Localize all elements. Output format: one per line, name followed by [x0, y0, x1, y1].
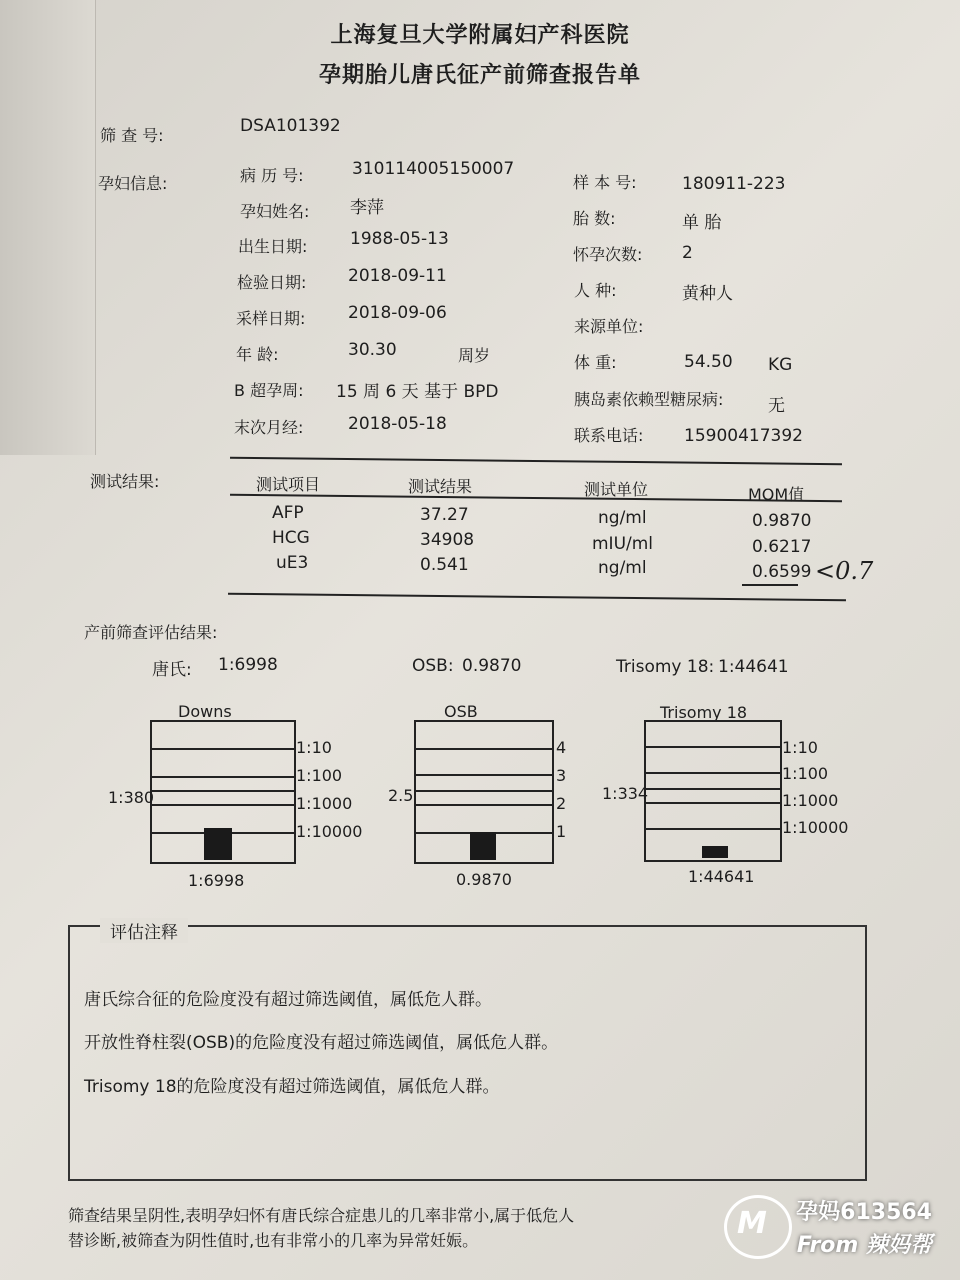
handwritten-note: <0.7	[815, 557, 874, 585]
test-date-label: 检验日期:	[237, 273, 307, 292]
osb-gridline-3	[416, 774, 552, 776]
pregnancy-count-label: 怀孕次数:	[573, 245, 643, 264]
screening-label: 筛 查 号:	[100, 126, 164, 145]
t18-chart	[644, 720, 782, 862]
t18-gridline-100	[646, 772, 780, 774]
table-row-ue3-unit: ng/ml	[598, 558, 647, 578]
osb-tick-3: 3	[556, 766, 567, 785]
table-row-ue3-result: 0.541	[420, 555, 469, 575]
downs-tick-3: 1:1000	[296, 794, 353, 813]
name-label: 孕妇姓名:	[240, 202, 310, 221]
osb-chart	[414, 720, 554, 864]
t18-tick-2: 1:100	[782, 764, 829, 783]
downs-chart	[150, 720, 296, 864]
fetus-count-label: 胎 数:	[573, 209, 616, 228]
note-t18: Trisomy 18的危险度没有超过筛选阈值，属低危人群。	[84, 1077, 500, 1097]
downs-tick-4: 1:10000	[296, 822, 363, 841]
age-label: 年 龄:	[236, 345, 279, 364]
osb-cutoff-line	[416, 790, 552, 792]
t18-risk-bar	[702, 846, 728, 858]
hospital-name: 上海复旦大学附属妇产科医院	[330, 23, 630, 48]
footer-line-1: 筛查结果呈阴性,表明孕妇怀有唐氏综合症患儿的几率非常小,属于低危人	[68, 1206, 575, 1225]
phone-value: 15900417392	[684, 426, 803, 446]
osb-value-label: 0.9870	[456, 870, 512, 889]
col-header-result: 测试结果	[408, 477, 473, 496]
phone-label: 联系电话:	[574, 426, 644, 445]
osb-tick-4: 4	[556, 738, 567, 757]
col-header-unit: 测试单位	[584, 480, 649, 499]
t18-cutoff-line	[646, 788, 780, 790]
osb-chart-title: OSB	[444, 702, 478, 721]
t18-gridline-10	[646, 746, 780, 748]
report-title: 孕期胎儿唐氏征产前筛查报告单	[318, 63, 641, 88]
record-number-value: 310114005150007	[352, 159, 515, 179]
weight-label: 体 重:	[574, 353, 617, 372]
ultrasound-week-label: B 超孕周:	[234, 381, 304, 400]
source-unit-label: 来源单位:	[574, 317, 644, 336]
screening-number: DSA101392	[240, 116, 341, 136]
assessment-section-label: 产前筛查评估结果:	[84, 623, 218, 642]
downs-gridline-100	[152, 776, 294, 778]
sample-number-value: 180911-223	[682, 174, 786, 194]
osb-gridline-4	[416, 748, 552, 750]
osb-label: OSB:	[412, 656, 454, 676]
t18-tick-3: 1:1000	[782, 791, 839, 810]
table-bottom-rule	[228, 593, 846, 601]
osb-cutoff-label: 2.5	[388, 786, 414, 805]
lmp-label: 末次月经:	[234, 418, 304, 437]
handwritten-underline	[742, 584, 798, 586]
t18-cutoff-label: 1:334	[602, 784, 649, 803]
col-header-mom: MOM值	[748, 485, 805, 504]
sample-number-label: 样 本 号:	[573, 173, 637, 192]
table-row-hcg-item: HCG	[272, 528, 310, 548]
ethnicity-value: 黄种人	[682, 284, 733, 304]
osb-value: 0.9870	[462, 656, 522, 676]
watermark-id: 孕妈613564	[796, 1200, 932, 1225]
diabetes-label: 胰岛素依赖型糖尿病:	[574, 390, 724, 409]
results-section-label: 测试结果:	[90, 472, 160, 491]
birth-date-value: 1988-05-13	[350, 229, 449, 249]
assessment-notes-box	[68, 925, 867, 1181]
osb-tick-2: 2	[556, 794, 567, 813]
downs-cutoff-line	[152, 790, 294, 792]
diabetes-value: 无	[768, 396, 785, 416]
table-row-ue3-mom: 0.6599	[752, 562, 812, 582]
birth-date-label: 出生日期:	[238, 237, 308, 256]
downs-tick-2: 1:100	[296, 766, 343, 785]
record-number-label: 病 历 号:	[240, 166, 304, 185]
t18-gridline-1000	[646, 802, 780, 804]
downs-gridline-1000	[152, 804, 294, 806]
lmp-value: 2018-05-18	[348, 414, 447, 434]
t18-label: Trisomy 18:	[616, 657, 715, 677]
downs-risk-value: 1:6998	[218, 655, 278, 675]
t18-chart-title: Trisomy 18	[660, 703, 748, 722]
test-date-value: 2018-09-11	[348, 266, 447, 286]
t18-risk-value: 1:44641	[718, 657, 789, 677]
age-unit: 周岁	[458, 346, 491, 365]
t18-tick-1: 1:10	[782, 738, 818, 757]
patient-section-label: 孕妇信息:	[98, 174, 168, 193]
downs-gridline-10	[152, 748, 294, 750]
table-top-rule	[230, 457, 842, 465]
ethnicity-label: 人 种:	[574, 281, 617, 300]
table-row-hcg-unit: mIU/ml	[592, 534, 654, 554]
table-row-afp-result: 37.27	[420, 505, 469, 525]
ultrasound-week-value: 15 周 6 天 基于 BPD	[336, 382, 499, 402]
downs-cutoff-label: 1:380	[108, 788, 155, 807]
weight-unit: KG	[768, 355, 793, 375]
t18-tick-4: 1:10000	[782, 818, 849, 837]
weight-value: 54.50	[684, 352, 733, 372]
downs-label: 唐氏:	[152, 660, 192, 680]
name-value: 李萍	[350, 198, 384, 218]
downs-chart-title: Downs	[178, 702, 232, 721]
col-header-item: 测试项目	[256, 475, 321, 494]
table-row-afp-item: AFP	[272, 503, 304, 523]
downs-value-label: 1:6998	[188, 871, 245, 890]
sample-date-value: 2018-09-06	[348, 303, 447, 323]
t18-value-label: 1:44641	[688, 867, 755, 886]
osb-tick-1: 1	[556, 822, 567, 841]
downs-tick-1: 1:10	[296, 738, 332, 757]
table-row-afp-unit: ng/ml	[598, 508, 647, 528]
t18-gridline-10000	[646, 828, 780, 830]
sample-date-label: 采样日期:	[236, 309, 306, 328]
table-row-ue3-item: uE3	[276, 553, 309, 573]
note-downs: 唐氏综合征的危险度没有超过筛选阈值，属低危人群。	[84, 990, 492, 1010]
pregnancy-count-value: 2	[682, 243, 693, 263]
note-osb: 开放性脊柱裂(OSB)的危险度没有超过筛选阈值，属低危人群。	[84, 1033, 559, 1053]
age-value: 30.30	[348, 340, 397, 360]
watermark-source: From 辣妈帮	[796, 1233, 932, 1258]
notes-legend: 评估注释	[100, 918, 188, 943]
fetus-count-value: 单 胎	[682, 213, 722, 233]
osb-mom-bar	[470, 832, 496, 860]
footer-line-2: 替诊断,被筛查为阴性值时,也有非常小的几率为异常妊娠。	[68, 1231, 479, 1250]
table-row-afp-mom: 0.9870	[752, 511, 812, 531]
table-row-hcg-mom: 0.6217	[752, 537, 812, 557]
downs-risk-bar	[204, 828, 232, 860]
watermark-logo-icon: M	[724, 1195, 792, 1259]
osb-gridline-2	[416, 804, 552, 806]
table-row-hcg-result: 34908	[420, 530, 475, 550]
